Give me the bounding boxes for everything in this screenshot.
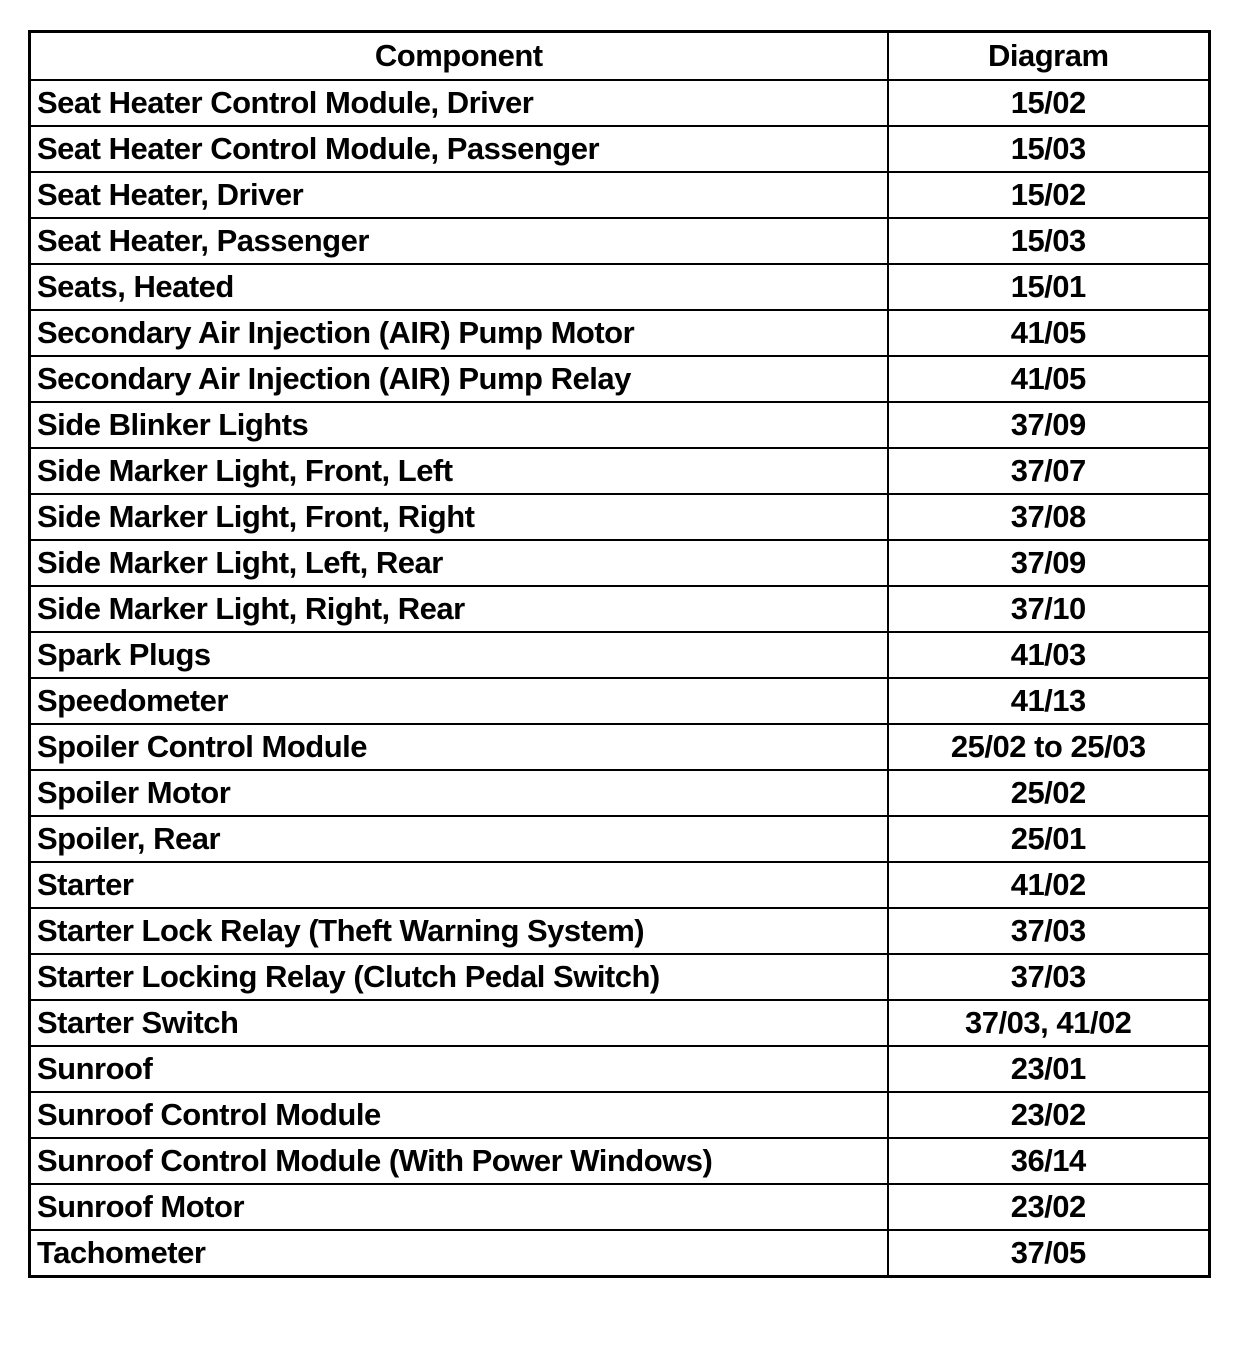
diagram-cell: 23/02 <box>888 1184 1210 1230</box>
component-cell: Starter Switch <box>30 1000 888 1046</box>
diagram-cell: 41/03 <box>888 632 1210 678</box>
table-row <box>30 1184 1210 1230</box>
table-row <box>30 126 1210 172</box>
diagram-cell: 37/03, 41/02 <box>888 1000 1210 1046</box>
table-row <box>30 1230 1210 1277</box>
table-row <box>30 310 1210 356</box>
component-cell: Side Marker Light, Front, Left <box>30 448 888 494</box>
component-cell: Spark Plugs <box>30 632 888 678</box>
component-cell: Spoiler Control Module <box>30 724 888 770</box>
table-row <box>30 448 1210 494</box>
component-cell: Sunroof Motor <box>30 1184 888 1230</box>
table-row <box>30 402 1210 448</box>
table-row <box>30 816 1210 862</box>
column-header-diagram: Diagram <box>888 32 1210 81</box>
table-row <box>30 264 1210 310</box>
component-cell: Seat Heater, Driver <box>30 172 888 218</box>
component-cell: Sunroof Control Module <box>30 1092 888 1138</box>
column-header-component: Component <box>30 32 888 81</box>
table-row <box>30 724 1210 770</box>
table-row <box>30 862 1210 908</box>
diagram-cell: 37/08 <box>888 494 1210 540</box>
header-row <box>30 32 1210 81</box>
component-cell: Seats, Heated <box>30 264 888 310</box>
component-cell: Side Marker Light, Front, Right <box>30 494 888 540</box>
diagram-cell: 37/05 <box>888 1230 1210 1277</box>
table-row <box>30 908 1210 954</box>
diagram-cell: 25/01 <box>888 816 1210 862</box>
component-cell: Seat Heater, Passenger <box>30 218 888 264</box>
component-cell: Sunroof Control Module (With Power Windows) <box>30 1138 888 1184</box>
component-cell: Secondary Air Injection (AIR) Pump Relay <box>30 356 888 402</box>
diagram-cell: 37/03 <box>888 954 1210 1000</box>
component-cell: Spoiler Motor <box>30 770 888 816</box>
component-cell: Starter Lock Relay (Theft Warning System) <box>30 908 888 954</box>
table-header <box>30 32 1210 81</box>
diagram-cell: 15/01 <box>888 264 1210 310</box>
table-row <box>30 678 1210 724</box>
table-body <box>30 80 1210 1277</box>
diagram-cell: 25/02 to 25/03 <box>888 724 1210 770</box>
diagram-cell: 41/05 <box>888 310 1210 356</box>
component-cell: Speedometer <box>30 678 888 724</box>
diagram-cell: 23/02 <box>888 1092 1210 1138</box>
diagram-cell: 37/10 <box>888 586 1210 632</box>
table-row <box>30 494 1210 540</box>
table-row <box>30 632 1210 678</box>
table-row <box>30 218 1210 264</box>
diagram-cell: 15/02 <box>888 172 1210 218</box>
diagram-cell: 15/03 <box>888 218 1210 264</box>
table-row <box>30 540 1210 586</box>
table-row <box>30 1000 1210 1046</box>
component-cell: Spoiler, Rear <box>30 816 888 862</box>
component-cell: Side Marker Light, Left, Rear <box>30 540 888 586</box>
component-cell: Tachometer <box>30 1230 888 1277</box>
diagram-cell: 41/02 <box>888 862 1210 908</box>
table-row <box>30 1138 1210 1184</box>
component-cell: Seat Heater Control Module, Passenger <box>30 126 888 172</box>
component-cell: Secondary Air Injection (AIR) Pump Motor <box>30 310 888 356</box>
table-row <box>30 954 1210 1000</box>
diagram-cell: 37/09 <box>888 540 1210 586</box>
component-cell: Starter <box>30 862 888 908</box>
table-row <box>30 1046 1210 1092</box>
table-row <box>30 172 1210 218</box>
diagram-cell: 15/02 <box>888 80 1210 126</box>
table-row <box>30 80 1210 126</box>
table-row <box>30 356 1210 402</box>
diagram-cell: 37/07 <box>888 448 1210 494</box>
diagram-cell: 25/02 <box>888 770 1210 816</box>
component-cell: Side Blinker Lights <box>30 402 888 448</box>
component-cell: Seat Heater Control Module, Driver <box>30 80 888 126</box>
table-row <box>30 586 1210 632</box>
table-row <box>30 770 1210 816</box>
diagram-cell: 37/09 <box>888 402 1210 448</box>
component-cell: Side Marker Light, Right, Rear <box>30 586 888 632</box>
component-cell: Starter Locking Relay (Clutch Pedal Switch) <box>30 954 888 1000</box>
diagram-cell: 37/03 <box>888 908 1210 954</box>
diagram-cell: 41/13 <box>888 678 1210 724</box>
diagram-cell: 41/05 <box>888 356 1210 402</box>
diagram-cell: 23/01 <box>888 1046 1210 1092</box>
diagram-cell: 15/03 <box>888 126 1210 172</box>
table-row <box>30 1092 1210 1138</box>
diagram-cell: 36/14 <box>888 1138 1210 1184</box>
component-cell: Sunroof <box>30 1046 888 1092</box>
component-diagram-table <box>28 30 1211 1278</box>
